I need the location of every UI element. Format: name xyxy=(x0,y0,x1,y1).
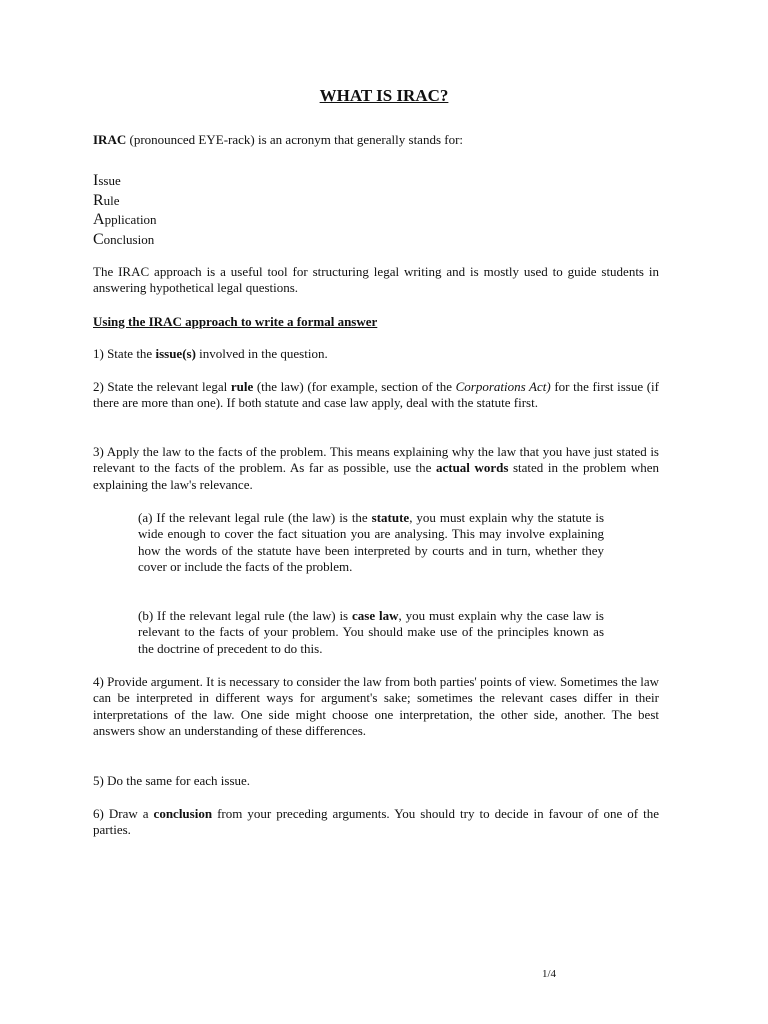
section-heading: Using the IRAC approach to write a formal answer xyxy=(93,314,378,329)
intro-paragraph xyxy=(93,132,659,148)
step-3-sub-b: (b) If the relevant legal rule (the law) is case law, you must explain why the case law is relevant to the facts of your problem. You should make use of the principles known as the doctrine of precedent to do this. xyxy=(138,608,604,656)
irac-terms-list xyxy=(93,171,157,249)
approach-paragraph: The IRAC approach is a useful tool for structuring legal writing and is mostly used to guide students in answering hypothetical legal questions. xyxy=(93,264,659,296)
list-item: Conclusion xyxy=(93,230,155,248)
step-6: 6) Draw a conclusion from your preceding arguments. You should try to decide in favour of one of the parties. xyxy=(93,806,659,838)
step-3-sub-a: (a) If the relevant legal rule (the law) is the statute, you must explain why the statute is wide enough to cover the fact situation you are analysing. This may involve explaining how the words of the statute have been interpreted by courts and in turn, whether they cover or include the facts of the problem. xyxy=(138,510,605,575)
list-item: Application xyxy=(93,211,157,228)
step-5: 5) Do the same for each issue. xyxy=(93,773,251,788)
step-2: 2) State the relevant legal rule (the law) (for example, section of the Corporations Act) for the first issue (if there are more than one). If both statute and case law apply, deal with the statute first. xyxy=(93,379,659,411)
page-number: 1/4 xyxy=(542,968,557,980)
list-item: Issue xyxy=(93,172,121,189)
page-title: WHAT IS IRAC? xyxy=(319,86,449,105)
intro-text: (pronounced EYE-rack) is an acronym that generally stands for: xyxy=(126,132,464,147)
list-item: Rule xyxy=(93,191,120,209)
irac-acronym: IRAC xyxy=(93,132,127,147)
step-1: 1) State the issue(s) involved in the question. xyxy=(93,346,328,361)
step-3: 3) Apply the law to the facts of the problem. This means explaining why the law that you have just stated is relevant to the facts of the problem. As far as possible, use the actual words stated in the problem when explaining the law's relevance. xyxy=(93,444,659,492)
step-4: 4) Provide argument. It is necessary to consider the law from both parties' points of view. Sometimes the law can be interpreted in different ways for argument's sake; sometimes the relevant cases differ in their interpretations of the law. One side might choose one interpretation, the other side, another. The best answers show an understanding of these differences. xyxy=(93,674,659,739)
